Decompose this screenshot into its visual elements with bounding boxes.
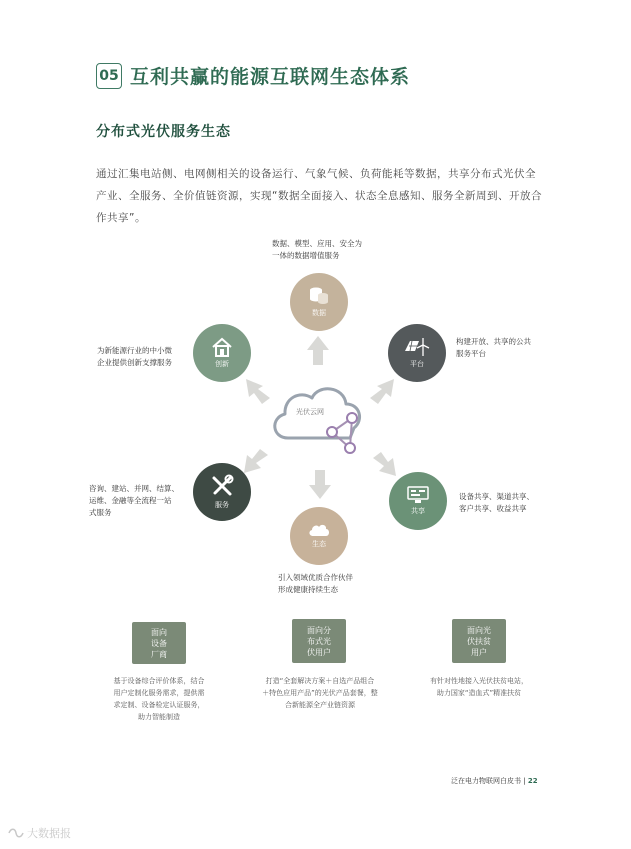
box-equipment-vendors: 面向 设备 厂商 (132, 622, 186, 664)
node-label: 平台 (410, 360, 424, 368)
node-service (193, 463, 251, 521)
watermark-text: 大数据报 (27, 827, 71, 840)
center-label: 光伏云网 (296, 408, 324, 416)
node-share-desc: 设备共享、渠道共享、 客户共享、收益共享 (459, 492, 534, 513)
cloud-icon (308, 523, 330, 537)
node-platform-desc: 构建开放、共享的公共 服务平台 (456, 337, 531, 358)
watermark-logo-icon (8, 827, 24, 839)
node-innovation (193, 324, 251, 382)
box-pv-poverty-users-desc: 有针对性地接入光伏扶贫电站， 助力国家“造血式”精准扶贫 (430, 677, 528, 697)
solar-wind-icon (404, 337, 430, 357)
node-label: 共享 (411, 507, 425, 515)
section-title: 互利共赢的能源互联网生态体系 (130, 66, 411, 88)
node-data (290, 273, 348, 331)
box-pv-poverty-users: 面向光 伏扶贫 用户 (452, 619, 506, 663)
node-label: 创新 (215, 360, 229, 368)
node-label: 生态 (312, 540, 326, 548)
node-data-desc: 数据、模型、应用、安全为 一体的数据增值服务 (272, 239, 362, 260)
node-ecology-desc: 引入领域优质合作伙伴 形成健康持续生态 (278, 573, 353, 594)
database-icon (308, 286, 330, 306)
subsection-title: 分布式光伏服务生态 (96, 124, 231, 140)
footer-separator: | (523, 777, 526, 785)
monitor-icon (407, 486, 429, 504)
arrow-to-innovation (246, 379, 270, 404)
node-label: 服务 (215, 501, 229, 509)
node-service-desc: 咨询、建站、并网、结算、 运维、金融等全流程一站 式服务 (89, 484, 179, 517)
arrow-to-ecology (309, 470, 331, 499)
arrow-to-data (307, 336, 329, 365)
house-icon (211, 337, 233, 357)
node-ecology (290, 507, 348, 565)
connector-arrows (244, 336, 396, 499)
intro-paragraph: 通过汇集电站侧、电网侧相关的设备运行、气象气候、负荷能耗等数据，共享分布式光伏全产业、全服务、全价值链资源，实现“数据全面接入、状态全息感知、服务全新周到、开放合作共享”。 (96, 168, 542, 224)
arrow-to-service (244, 449, 268, 473)
box-equipment-vendors-desc: 基于设备综合评价体系，结合 用户定制化服务需求，提供需 求定制、设备检定认证服务， 助力智能制造 (113, 677, 205, 721)
node-share (389, 472, 447, 530)
node-label: 数据 (312, 309, 326, 317)
box-distributed-pv-users: 面向分 布式光 伏用户 (292, 619, 346, 663)
arrow-to-platform (370, 379, 394, 404)
page-number: 22 (527, 777, 538, 785)
watermark (8, 825, 71, 841)
footer-text: 泛在电力物联网白皮书 (451, 777, 521, 785)
node-innovation-desc: 为新能源行业的中小微 企业提供创新支撑服务 (97, 346, 172, 367)
box-distributed-pv-users-desc: 打造“全套解决方案＋自选产品组合 ＋特色应用产品”的光伏产品套餐，整 合新能源全产业链资源 (262, 677, 378, 709)
page-footer (451, 776, 538, 786)
arrow-to-share (373, 452, 396, 476)
section-number-badge: 05 (96, 63, 122, 89)
node-platform (388, 324, 446, 382)
tools-icon (210, 474, 234, 498)
